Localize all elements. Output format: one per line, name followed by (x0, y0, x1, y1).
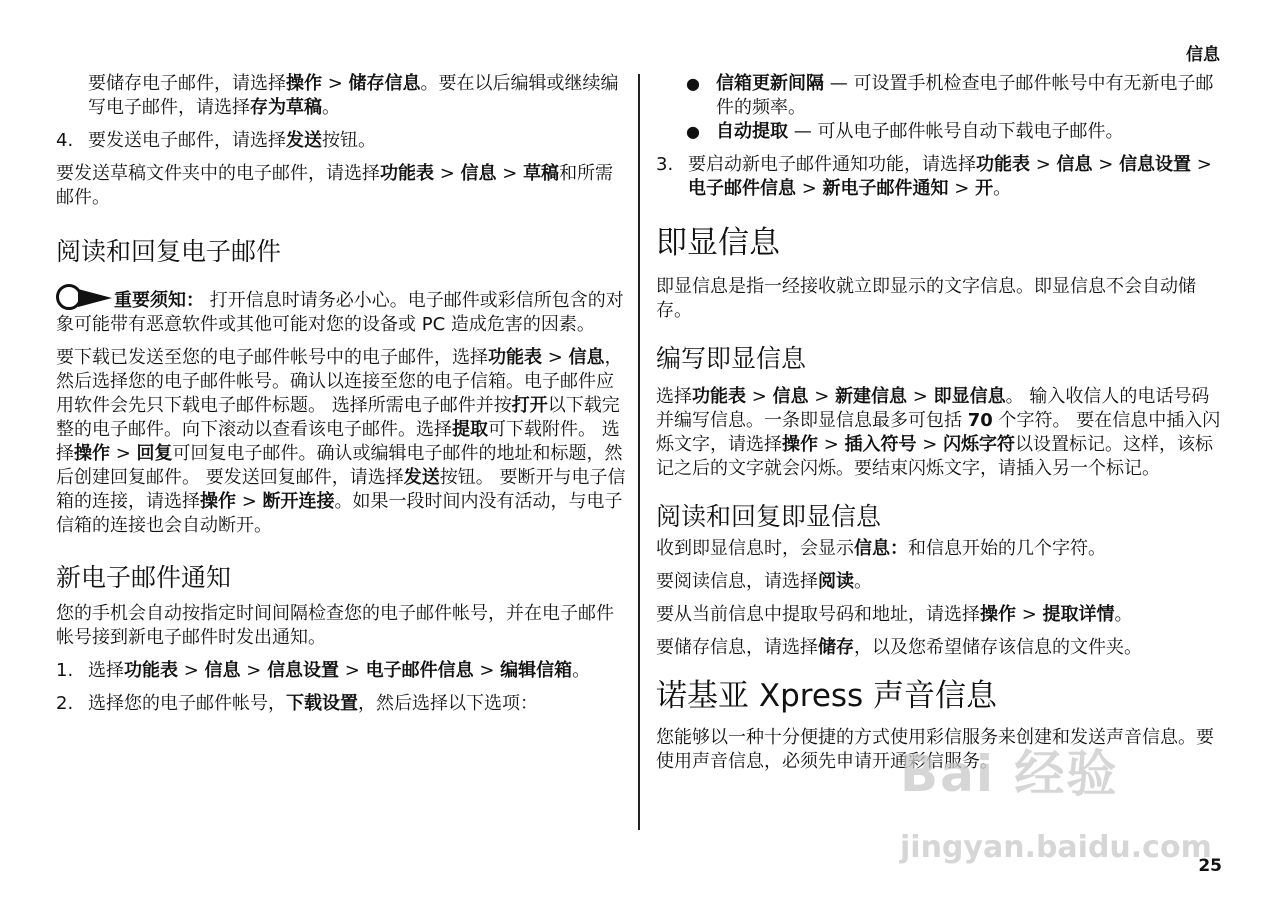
save-message-paragraph: 要储存信息，请选择储存，以及您希望储存该信息的文件夹。 (656, 637, 1142, 658)
warning-note: 重要须知： 打开信息时请务必小心。电子邮件或彩信所包含的对象可能带有恶意软件或其他可能对您的设备或 PC 造成危害的因素。 (56, 282, 628, 337)
left-column (56, 72, 628, 725)
step-3: 3. 要启动新电子邮件通知功能，请选择功能表 > 信息 > 信息设置 > 电子邮件信息 > 新电子邮件通知 > 开。 (656, 154, 1212, 199)
step-4: 4. 要发送电子邮件，请选择发送按钮。 (56, 130, 376, 151)
page-number: 25 (1198, 856, 1222, 876)
instant-intro-paragraph: 即显信息是指一经接收就立即显示的文字信息。即显信息不会自动储存。 (656, 276, 1196, 321)
heading-read-reply-email: 阅读和回复电子邮件 (56, 237, 282, 266)
read-message-paragraph: 要阅读信息，请选择阅读。 (656, 571, 872, 592)
extract-details-paragraph: 要从当前信息中提取号码和地址，请选择操作 > 提取详情。 (656, 604, 1133, 625)
right-column (656, 72, 1222, 783)
step-2: 2. 选择您的电子邮件帐号，下载设置，然后选择以下选项： (56, 693, 538, 714)
step-1: 1. 选择功能表 > 信息 > 信息设置 > 电子邮件信息 > 编辑信箱。 (56, 660, 591, 681)
write-instant-paragraph: 选择功能表 > 信息 > 新建信息 > 即显信息。 输入收信人的电话号码并编写信息。一条即显信息最多可包括 70 个字符。 要在信息中插入闪烁文字，请选择操作 > 插入符号 > 闪烁字符以设置标记。这样，该标记之后的文字就会闪烁。要结束闪烁文字，请插入另一个标记。 (656, 386, 1221, 479)
heading-read-reply-instant: 阅读和回复即显信息 (656, 502, 882, 531)
running-header: 信息 (1186, 45, 1220, 65)
drafts-paragraph: 要发送草稿文件夹中的电子邮件，请选择功能表 > 信息 > 草稿和所需邮件。 (56, 163, 614, 208)
warning-icon (56, 282, 114, 312)
heading-instant-messages: 即显信息 (656, 225, 780, 261)
heading-new-email-notification: 新电子邮件通知 (56, 563, 232, 592)
heading-write-instant: 编写即显信息 (656, 344, 807, 373)
column-divider (638, 74, 640, 830)
heading-xpress-audio: 诺基亚 Xpress 声音信息 (656, 678, 998, 714)
bullet-auto-retrieve: ● 自动提取 — 可从电子邮件帐号自动下载电子邮件。 (686, 121, 1124, 142)
watermark-logo: Bai 经验 jingyan.baidu.com (900, 745, 1212, 865)
download-email-paragraph: 要下载已发送至您的电子邮件帐号中的电子邮件，选择功能表 > 信息，然后选择您的电子邮件帐号。确认以连接至您的电子信箱。电子邮件应用软件会先只下载电子邮件标题。 选择所需电子邮件并按打开以下载完整的电子邮件。向下滚动以查看该电子邮件。选择提取可下载附件。 选择操作 > 回复可回复电子邮件。确认或编辑电子邮件的地址和标题，然后创建回复邮件。 要发送回复邮件，请选择发送按钮。 要断开与电子信箱的连接，请选择操作 > 断开连接。如果一段时间内没有活动，与电子信箱的连接也会自动断开。 (56, 347, 626, 536)
notification-paragraph: 您的手机会自动按指定时间间隔检查您的电子邮件帐号，并在电子邮件帐号接到新电子邮件时发出通知。 (56, 603, 614, 648)
bullet-mailbox-update-interval: ● 信箱更新间隔 — 可设置手机检查电子邮件帐号中有无新电子邮件的频率。 (686, 73, 1214, 118)
save-email-paragraph: 要储存电子邮件，请选择操作 > 储存信息。要在以后编辑或继续编写电子邮件，请选择存为草稿。 (88, 73, 619, 118)
receive-instant-paragraph: 收到即显信息时，会显示信息：和信息开始的几个字符。 (656, 538, 1106, 559)
xpress-audio-paragraph: 您能够以一种十分便捷的方式使用彩信服务来创建和发送声音信息。要使用声音信息，必须先申请开通彩信服务。 (656, 727, 1214, 772)
